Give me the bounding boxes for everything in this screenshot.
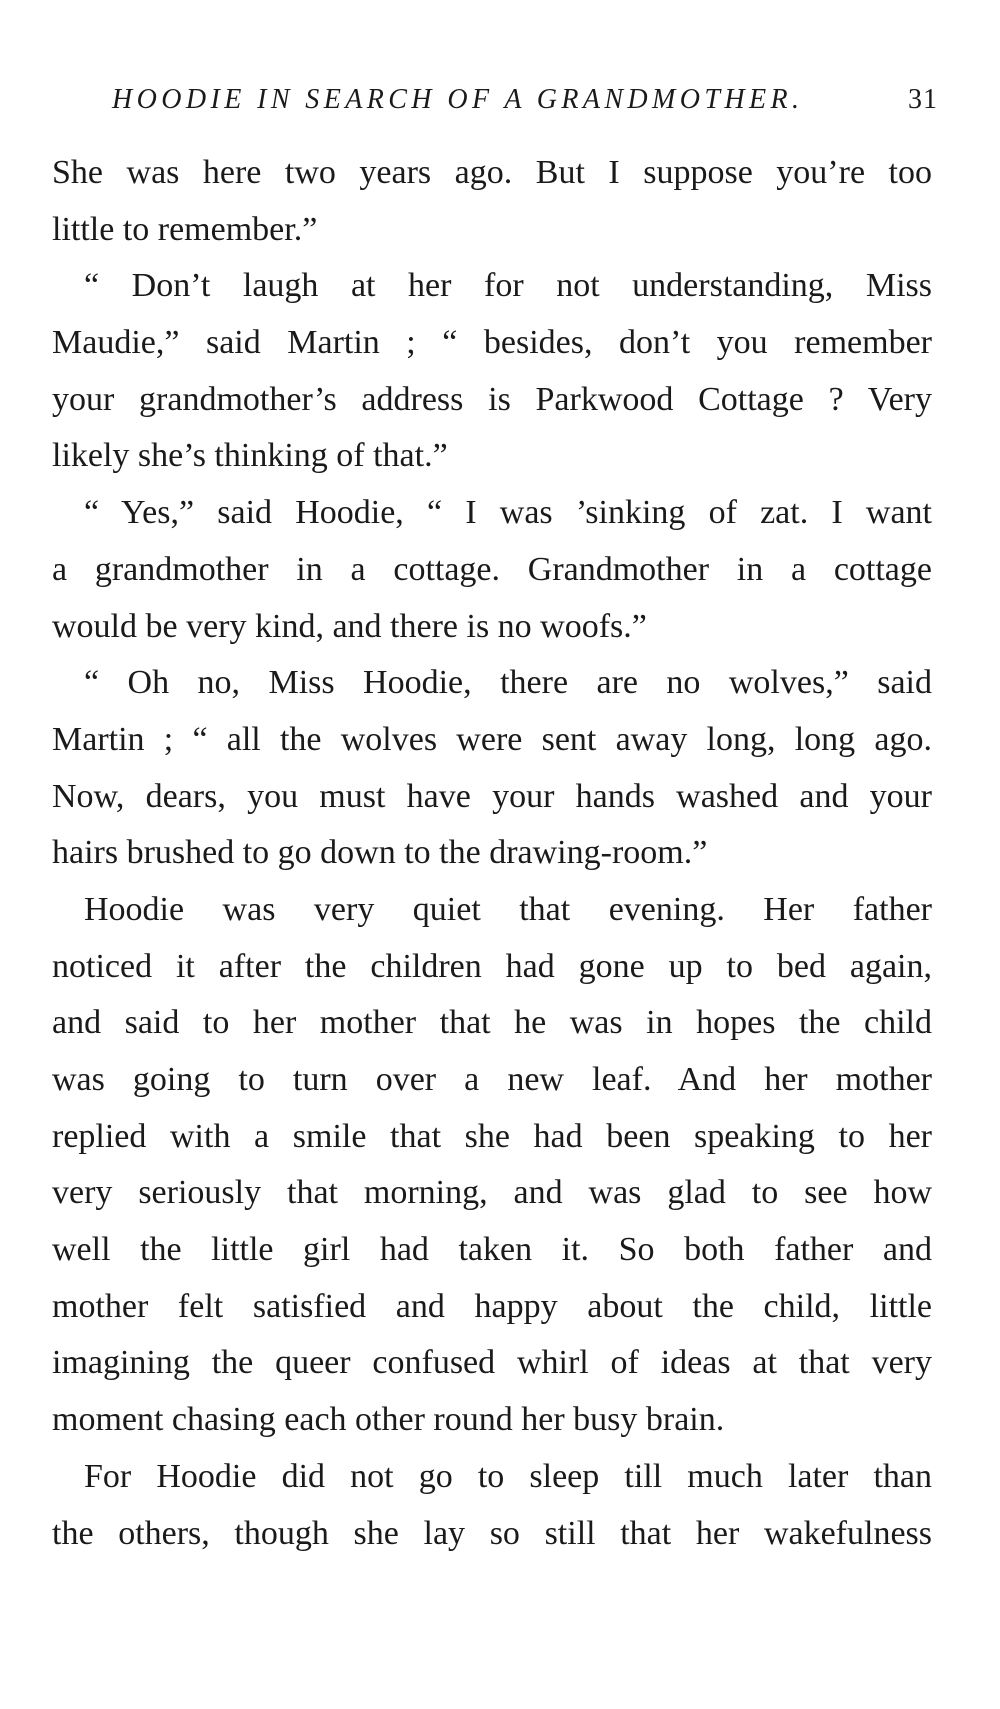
text-line: a grandmother in a cottage. Grandmother in a cottage	[52, 550, 932, 588]
paragraph-4	[52, 655, 932, 882]
text-line: would be very kind, and there is no woofs.”	[52, 607, 647, 645]
text-line: moment chasing each other round her busy brain.	[52, 1401, 725, 1439]
text-line: your grandmother’s address is Parkwood Cottage ? Very	[52, 380, 932, 418]
text-line: Maudie,” said Martin ; “ besides, don’t you remember	[52, 324, 932, 362]
text-line: the others, though she lay so still that her wakefulness	[52, 1514, 932, 1552]
text-line: replied with a smile that she had been speaking to her	[52, 1117, 932, 1155]
text-line: was going to turn over a new leaf. And her mother	[52, 1061, 932, 1098]
text-line: and said to her mother that he was in hopes the child	[52, 1004, 932, 1042]
text-line: For Hoodie did not go to sleep till much later than	[84, 1457, 932, 1495]
body-text	[52, 145, 932, 1562]
text-line: Now, dears, you must have your hands washed and your	[52, 777, 932, 815]
text-line: likely she’s thinking of that.”	[52, 437, 448, 475]
text-line: well the little girl had taken it. So both father and	[52, 1231, 932, 1269]
text-line: noticed it after the children had gone up to bed again,	[52, 947, 932, 985]
text-line: hairs brushed to go down to the drawing-room.”	[52, 834, 708, 872]
paragraph-3	[52, 485, 932, 655]
text-line: imagining the queer confused whirl of ideas at that very	[52, 1344, 932, 1382]
paragraph-1	[52, 145, 932, 258]
paragraph-2	[52, 258, 932, 485]
text-line: Hoodie was very quiet that evening. Her father	[84, 890, 932, 928]
paragraph-6	[52, 1449, 932, 1562]
text-line: “ Don’t laugh at her for not understanding, Miss	[84, 267, 932, 305]
text-line: Martin ; “ all the wolves were sent away long, long ago.	[52, 720, 932, 758]
paragraph-5	[52, 882, 932, 1449]
running-title: HOODIE IN SEARCH OF A GRANDMOTHER.	[112, 84, 804, 115]
running-head	[112, 84, 938, 124]
page-number: 31	[908, 84, 938, 115]
text-line: “ Yes,” said Hoodie, “ I was ’sinking of zat. I want	[84, 494, 932, 532]
text-line: “ Oh no, Miss Hoodie, there are no wolves,” said	[84, 664, 932, 702]
text-line: mother felt satisfied and happy about the child, little	[52, 1287, 932, 1325]
text-line: very seriously that morning, and was glad to see how	[52, 1174, 932, 1212]
text-line: She was here two years ago. But I suppose you’re too	[52, 154, 932, 191]
text-line: little to remember.”	[52, 210, 318, 248]
